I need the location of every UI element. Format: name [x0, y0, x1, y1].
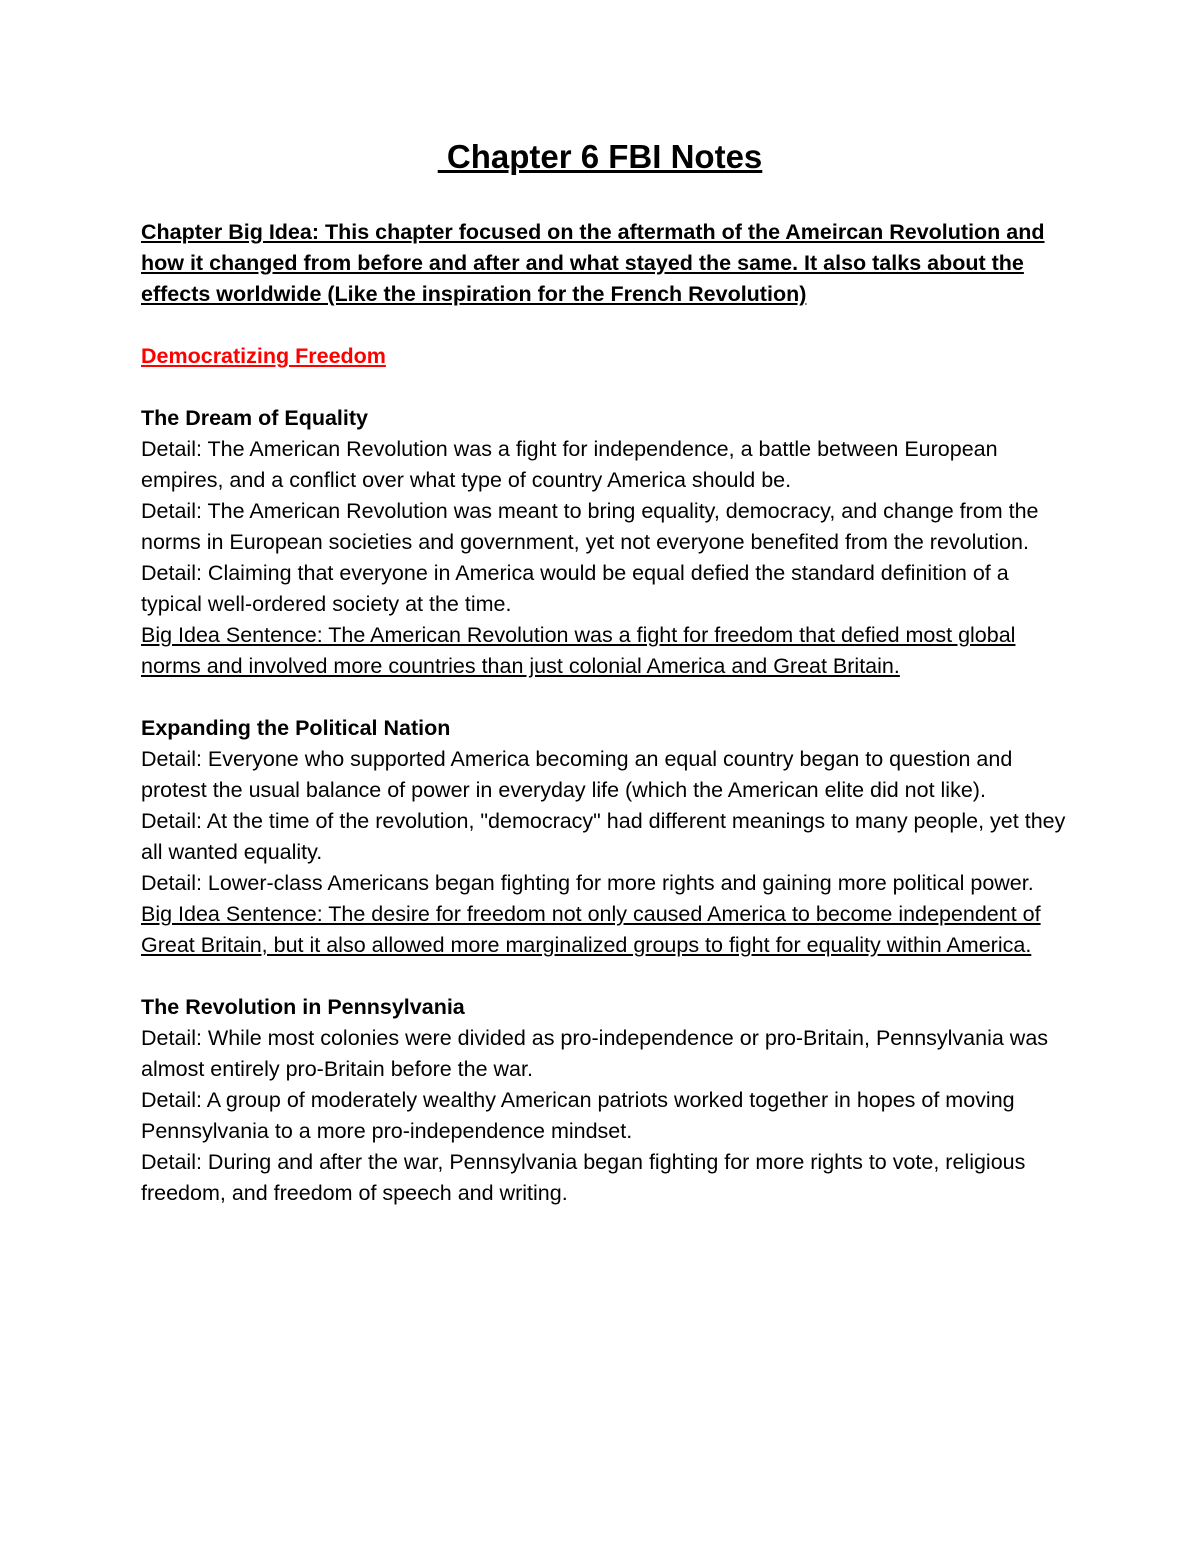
detail: Detail: Lower-class Americans began fighting for more rights and gaining more political power.: [141, 871, 1034, 895]
detail: Detail: A group of moderately wealthy American patriots worked together in hopes of moving Pennsylvania to a more pro-independence mindset.: [141, 1088, 1015, 1143]
document-title: Chapter 6 FBI Notes: [437, 138, 763, 175]
detail: Detail: The American Revolution was meant to bring equality, democracy, and change from the norms in European societies and government, yet not everyone benefited from the revolution.: [141, 499, 1039, 554]
subsection-heading: Expanding the Political Nation: [141, 716, 451, 740]
detail: Detail: During and after the war, Pennsylvania began fighting for more rights to vote, religious freedom, and freedom of speech and writing.: [141, 1150, 1026, 1205]
subsection-expanding-political-nation: [141, 713, 1066, 961]
big-idea-sentence: Big Idea Sentence: The desire for freedom not only caused America to become independent of Great Britain, but it also allowed more marginalized groups to fight for equality within America.: [141, 902, 1041, 957]
detail: Detail: Everyone who supported America becoming an equal country began to question and protest the usual balance of power in everyday life (which the American elite did not like).: [141, 747, 1013, 802]
subsection-revolution-pennsylvania: [141, 992, 1066, 1209]
section-title: Democratizing Freedom: [141, 344, 386, 368]
detail: Detail: At the time of the revolution, "democracy" had different meanings to many people, yet they all wanted equality.: [141, 809, 1066, 864]
detail: Detail: While most colonies were divided as pro-independence or pro-Britain, Pennsylvania was almost entirely pro-Britain before the war.: [141, 1026, 1049, 1081]
chapter-big-idea: Chapter Big Idea: This chapter focused on the aftermath of the Ameircan Revolution and how it changed from before and after and what stayed the same. It also talks about the effects worldwide (Like the inspiration for the French Revolution): [141, 220, 1045, 306]
subsection-heading: The Dream of Equality: [141, 406, 368, 430]
detail: Detail: Claiming that everyone in America would be equal defied the standard definition of a typical well-ordered society at the time.: [141, 561, 1009, 616]
document-body: [141, 217, 1066, 1209]
big-idea-sentence: Big Idea Sentence: The American Revolution was a fight for freedom that defied most global norms and involved more countries than just colonial America and Great Britain.: [141, 623, 1016, 678]
subsection-heading: The Revolution in Pennsylvania: [141, 995, 465, 1019]
subsection-dream-of-equality: [141, 403, 1066, 682]
detail: Detail: The American Revolution was a fight for independence, a battle between European empires, and a conflict over what type of country America should be.: [141, 437, 998, 492]
